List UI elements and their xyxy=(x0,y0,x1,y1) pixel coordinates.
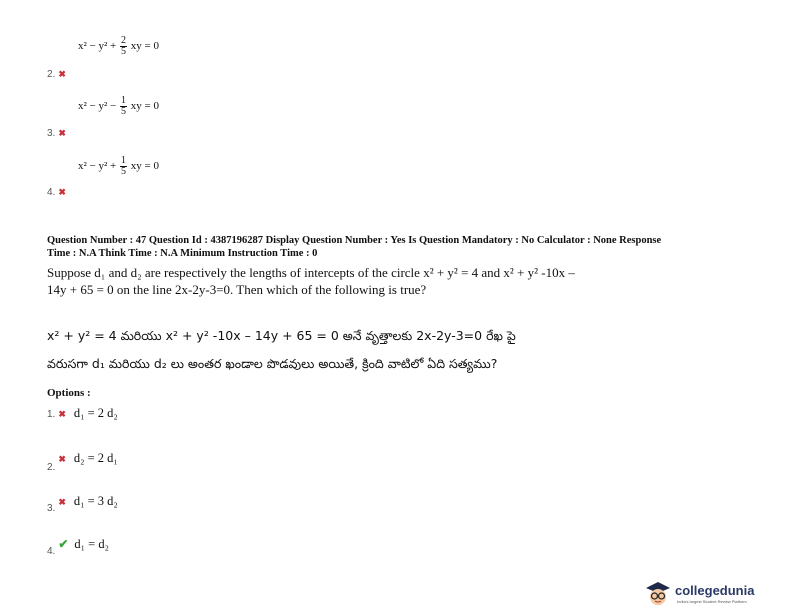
options-label: Options : xyxy=(47,387,91,399)
option-4[interactable]: $_{4.}$✔ d₁ = d₂ xyxy=(47,537,109,557)
option-4-text: d₁ = d₂ xyxy=(74,537,109,551)
option-2-text: d₂ = 2 d₁ xyxy=(73,451,118,465)
option-1-text: d₁ = 2 d₂ xyxy=(73,406,118,420)
option-1[interactable]: 1. ✖ d₁ = 2 d₂ xyxy=(47,406,118,420)
question-text-telugu-line1: x² + y² = 4 మరియు x² + y² -10x – 14y + 65 = 0 అనే వృత్తాలకు 2x-2y-3=0 రేఖ పై xyxy=(47,328,516,343)
cross-icon: ✖ xyxy=(58,409,66,419)
prev-option-2[interactable]: 2. ✖ xyxy=(47,69,66,80)
option-3-text: d₁ = 3 d₂ xyxy=(73,494,118,508)
prev-option-4-equation: x² − y² + $\frac{1}{5}$ xy = 0 xyxy=(78,155,159,177)
cross-icon: ✖ xyxy=(58,497,66,507)
fraction: $\frac{2}{5}$ xyxy=(121,35,127,57)
question-text-english: Suppose d₁ and d₂ are respectively the lengths of intercepts of the circle x² + y² = 4 and x² + y² -10x – 14y + 65 = 0 on the line 2x-2y-3=0. Then which of the following is true? xyxy=(47,265,575,297)
fraction: $\frac{1}{5}$ xyxy=(121,155,127,177)
mascot-icon xyxy=(643,580,673,606)
prev-option-3-equation: x² − y² − $\frac{1}{5}$ xy = 0 xyxy=(78,95,159,117)
question-meta-line1: Question Number : 47 Question Id : 4387196287 Display Question Number : Yes Is Question Mandatory : No Calculator : None Response xyxy=(47,235,662,246)
fraction: $\frac{1}{5}$ xyxy=(121,95,127,117)
question-meta-line2: Time : N.A Think Time : N.A Minimum Instruction Time : 0 xyxy=(47,248,318,259)
prev-option-2-equation: x² − y² + $\frac{2}{5}$ xy = 0 xyxy=(78,35,159,57)
check-icon: ✔ xyxy=(58,537,69,551)
prev-option-4[interactable]: 4. ✖ xyxy=(47,187,66,198)
question-meta xyxy=(47,234,762,260)
option-3[interactable]: $_{3.}$✖ d₁ = 3 d₂ xyxy=(47,494,118,514)
logo-text: collegedunia xyxy=(675,583,755,598)
cross-icon: ✖ xyxy=(58,187,66,197)
cross-icon: ✖ xyxy=(58,128,66,138)
cross-icon: ✖ xyxy=(58,69,66,79)
question-text-telugu-line2: వరుసగా d₁ మరియు d₂ లు అంతర ఖండాల పొడవులు అయితే, క్రింది వాటిలో ఏది సత్యము? xyxy=(47,356,498,371)
cross-icon: ✖ xyxy=(58,454,66,464)
option-2[interactable]: $_{2.}$✖ d₂ = 2 d₁ xyxy=(47,451,118,473)
logo-tagline: India's largest Student Review Platform xyxy=(677,599,747,604)
prev-option-3[interactable]: 3. ✖ xyxy=(47,128,66,139)
collegedunia-logo xyxy=(643,580,788,606)
